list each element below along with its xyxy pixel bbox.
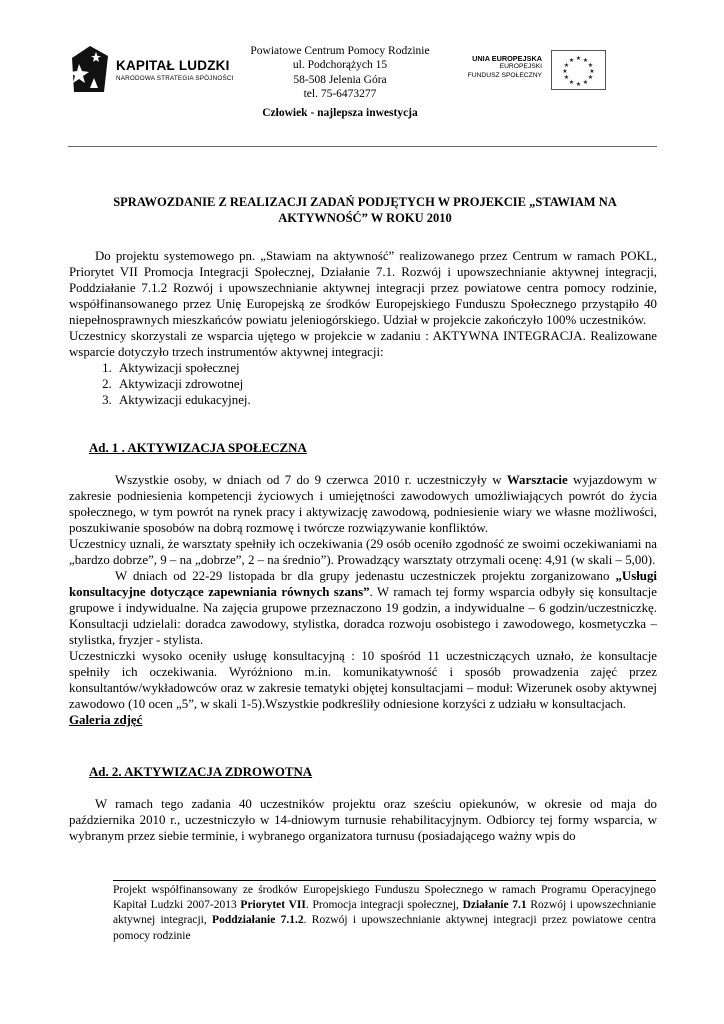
eu-fund-label [440,55,542,80]
section2-heading: Ad. 2. AKTYWIZACJA ZDROWOTNA [89,765,313,779]
svg-text:★: ★ [568,57,575,64]
city-address: 58-508 Jelenia Góra [293,73,387,86]
report-title-line1: SPRAWOZDANIE Z REALIZACJI ZADAŃ PODJĘTYCH W PROJEKCIE „STAWIAM NA [113,195,617,209]
footer-divider [113,880,656,881]
eu-line1: UNIA EUROPEJSKA [472,54,542,63]
eu-line2: EUROPEJSKI [499,63,542,71]
intro-paragraph: Do projektu systemowego pn. „Stawiam na aktywność” realizowanego przez Centrum w ramach POKL, Priorytet VII Promocja Integracji Społecznej, Działanie 7.1. Rozwój i upowszechnianie aktywnej integracji, Poddziałanie 7.1.2 Rozwój i upowszechnianie aktywnej integracji przez powiatowe centra pomocy rodzinie, współfinansowanego przez Unię Europejską ze środków Europejskiego Funduszu Społecznego przystąpiło 40 niepełnosprawnych mieszkańców powiatu jeleniogórskiego. Udział w projekcie zakończyło 100% uczestników. [69,249,657,327]
eu-line3: FUNDUSZ SPOŁECZNY [467,71,542,79]
list-item: 1. Aktywizacji społecznej [115,360,657,376]
gallery-link[interactable]: Galeria zdjęć [69,713,143,727]
instrument-list [69,360,657,408]
workshop-paragraph: Wszystkie osoby, w dniach od 7 do 9 czerwca 2010 r. uczestniczyły w Warsztacie wyjazdowym w zakresie podniesienia kompetencji życiowych i umiejętności zawodowych umożliwiających powrót do życia społecznego, w tym powrót na rynek pracy i aktywizację zawodową, podniesienie wiary we własne możliwości, poszukiwanie sposobów na dobrą rozmowę i twórcze rozwiązywanie konfliktów. [69,473,657,535]
report-title [84,194,646,226]
report-title-line2: AKTYWNOŚĆ” W ROKU 2010 [278,211,452,225]
svg-text:★: ★ [582,79,589,86]
health-paragraph: W ramach tego zadania 40 uczestników projektu oraz sześciu opiekunów, w okresie od maja do października 2010 r., uczestniczyło w 14-dniowym turnusie rehabilitacyjnym. Odbiorcy tej formy wsparcia, w wybranym przez siebie terminie, i wybranego organizatora turnusu (posiadającego ważny wpis do [69,797,657,843]
svg-text:★: ★ [562,68,568,75]
consulting-bold: „Usługi konsultacyjne dotyczące zapewniania równych szans” [69,569,657,599]
consulting-paragraph: W dniach od 22-29 listopada br dla grupy jedenastu uczestniczek projektu zorganizowano „Usługi konsultacyjne dotyczące zapewniania równych szans”. W ramach tej formy wsparcia odbyły się konsultacje grupowe i indywidualne. Na zajęcia grupowe przeznaczono 19 godzin, a indywidualne – 6 godzin/uczestniczkę. Konsultacji udzielali: doradca zawodowy, stylistka, doradca rozwoju osobistego i zawodowego, kosmetyczka – stylistka, fryzjer - stylista. [69,569,657,647]
consulting-evaluation-paragraph: Uczestniczki wysoko oceniły usługę konsultacyjną : 10 spośród 11 uczestniczących uznało, że konsultacje spełniły ich oczekiwania. Wyróżniono m.in. komunikatywność i sposób prowadzenia zajęć przez konsultantów/wykładowców oraz w zakresie tematyki objętej konsultacjami – moduł: Wizerunek osoby aktywnej zawodowo (10 ocen „5”, w skali 1-5).Wszystkie podkreśliły odniesione korzyści z udziału w konsultacjach. [69,649,657,711]
svg-text:★: ★ [563,62,570,69]
kapital-ludzki-title: KAPITAŁ LUDZKI [116,58,230,73]
svg-text:★: ★ [563,74,570,81]
kapital-ludzki-logo [70,44,240,94]
section1-heading-wrap [89,440,657,456]
org-name: Powiatowe Centrum Pomocy Rodzinie [250,45,430,57]
kapital-ludzki-emblem-icon [70,44,110,94]
svg-text:★: ★ [575,81,582,88]
footer-note: Projekt współfinansowany ze środków Europejskiego Funduszu Społecznego w ramach Programu Operacyjnego Kapitał Ludzki 2007-2013 Priorytet VII. Promocja integracji społecznej, Działanie 7.1 Rozwój i upowszechnianie aktywnej integracji, Poddziałanie 7.1.2. Rozwój i upowszechnianie aktywnej integracji przez powiatowe centra pomocy rodzinie [113,884,657,942]
list-item: 3. Aktywizacji edukacyjnej. [115,392,657,408]
street-address: ul. Podchorążych 15 [292,59,388,72]
list-item: 2. Aktywizacji zdrowotnej [115,376,657,392]
svg-text:★: ★ [575,55,582,62]
header-divider [68,146,657,147]
svg-text:★: ★ [589,68,595,75]
section2-body [69,796,657,844]
kapital-ludzki-subtitle: NARODOWA STRATEGIA SPÓJNOŚCI [116,75,234,82]
svg-text:★: ★ [568,79,575,86]
section2-heading-wrap [89,764,657,780]
intro-paragraph-2: Uczestnicy skorzystali ze wsparcia ujętego w projekcie w zadaniu : AKTYWNA INTEGRACJA. Realizowane wsparcie dotyczyło trzech instrumentów aktywnej integracji: [69,329,657,359]
section1-heading: Ad. 1 . AKTYWIZACJA SPOŁECZNA [89,441,307,455]
phone-number: tel. 75-6473277 [303,87,377,100]
eu-flag-icon [551,50,606,90]
intro-section [69,248,657,408]
motto: Człowiek - najlepsza inwestycja [262,107,418,119]
svg-text:★: ★ [582,57,589,64]
workshop-bold: Warsztacie [506,473,568,487]
svg-text:★: ★ [587,62,594,69]
section1-body [69,472,657,728]
institution-address [240,44,440,101]
evaluation-paragraph: Uczestnicy uznali, że warsztaty spełniły ich oczekiwania (29 osób oceniło zgodność ze swoimi oczekiwaniami na „bardzo dobrze”, 9 – na „dobrze”, 2 – na średnio”). Prowadzący warsztaty otrzymali ocenę: 4,91 (w skali – 5,00). [69,537,657,567]
svg-text:★: ★ [587,74,594,81]
